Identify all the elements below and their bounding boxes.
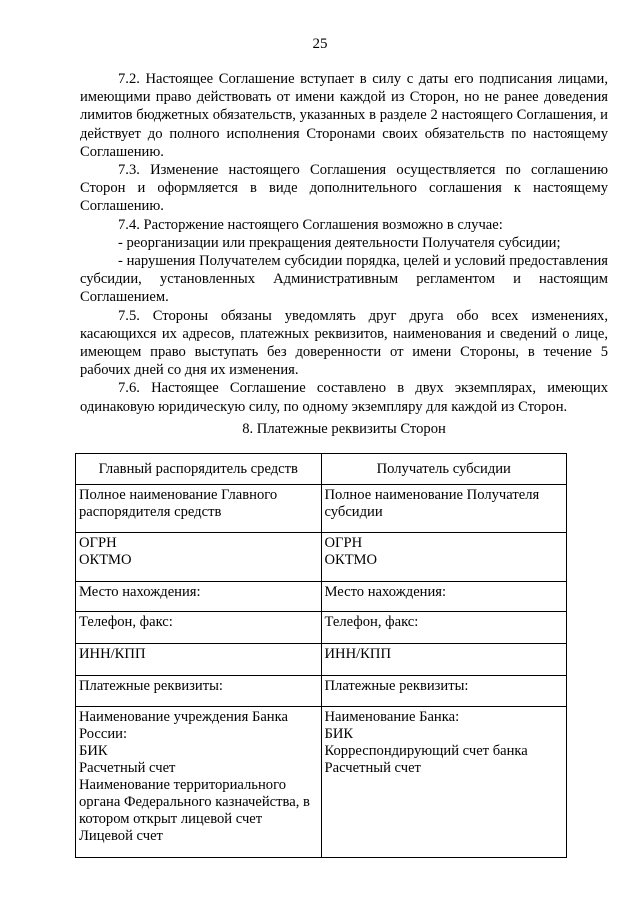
cell-line: Наименование Банка: <box>324 709 460 725</box>
agreement-text <box>80 70 608 416</box>
paragraph-7-4-item-2: - нарушения Получателем субсидии порядка, целей и условий предоставления субсидии, установленных Административным регламентом и настоящим Соглашением. <box>80 253 608 306</box>
cell-line: Телефон, факс: <box>79 614 173 630</box>
cell-line: Расчетный счет <box>79 760 176 776</box>
section-title: 8. Платежные реквизиты Сторон <box>242 421 446 437</box>
cell-line: ИНН/КПП <box>79 646 146 662</box>
table-row <box>76 533 567 582</box>
header-subsidy-recipient: Получатель субсидии <box>321 454 567 485</box>
cell-line: Расчетный счет <box>324 760 421 776</box>
cell-line: ОКТМО <box>324 552 378 568</box>
cell-line: Телефон, факс: <box>324 614 419 630</box>
cell-recipient-phone <box>321 612 567 644</box>
cell-line: Наименование учреждения Банка России: <box>79 709 288 742</box>
cell-line: Корреспондирующий счет банка <box>324 743 528 759</box>
table-row <box>76 582 567 612</box>
table-row <box>76 485 567 533</box>
cell-line: Платежные реквизиты: <box>79 678 223 694</box>
cell-line: Место нахождения: <box>79 584 201 600</box>
cell-line: ОКТМО <box>79 552 132 568</box>
cell-line: ИНН/КПП <box>324 646 391 662</box>
cell-admin-inn-kpp <box>76 644 322 676</box>
table-row <box>76 644 567 676</box>
cell-admin-ogrn-oktmo <box>76 533 322 582</box>
cell-line: Полное наименование Главного распорядителя средств <box>79 487 278 520</box>
paragraph-7-3: 7.3. Изменение настоящего Соглашения осуществляется по соглашению Сторон и оформляется в виде дополнительного соглашения к настоящему Соглашению. <box>80 162 608 215</box>
table-row <box>76 707 567 858</box>
cell-line: Место нахождения: <box>324 584 447 600</box>
cell-line: Платежные реквизиты: <box>324 678 469 694</box>
page-number: 25 <box>312 36 328 52</box>
cell-recipient-ogrn-oktmo <box>321 533 567 582</box>
cell-line: БИК <box>79 743 108 759</box>
paragraph-7-2: 7.2. Настоящее Соглашение вступает в силу с даты его подписания лицами, имеющими право действовать от имени каждой из Сторон, но не ранее доведения лимитов бюджетных обязательств, указанных в разделе 2 настоящего Соглашения, и действует до полного исполнения Сторонами своих обязательств по настоящему Соглашению. <box>80 71 608 160</box>
cell-line: ОГРН <box>324 535 363 551</box>
table-row <box>76 676 567 707</box>
cell-admin-full-name <box>76 485 322 533</box>
cell-admin-location <box>76 582 322 612</box>
cell-admin-bank-details <box>76 707 322 858</box>
cell-line: Полное наименование Получателя субсидии <box>324 487 540 520</box>
table-header-row <box>76 454 567 485</box>
payment-details-table <box>75 453 567 858</box>
header-chief-administrator: Главный распорядитель средств <box>76 454 322 485</box>
cell-recipient-inn-kpp <box>321 644 567 676</box>
cell-recipient-payment-details <box>321 676 567 707</box>
cell-line: БИК <box>324 726 354 742</box>
cell-recipient-full-name <box>321 485 567 533</box>
cell-recipient-location <box>321 582 567 612</box>
paragraph-7-4-item-1: - реорганизации или прекращения деятельности Получателя субсидии; <box>118 234 561 251</box>
paragraph-7-6: 7.6. Настоящее Соглашение составлено в двух экземплярах, имеющих одинаковую юридическую силу, по одному экземпляру для каждой из Сторон. <box>80 380 608 415</box>
table-row <box>76 612 567 644</box>
cell-admin-payment-details <box>76 676 322 707</box>
cell-line: Лицевой счет <box>79 828 163 844</box>
paragraph-7-4: 7.4. Расторжение настоящего Соглашения возможно в случае: <box>118 216 503 233</box>
cell-recipient-bank-details <box>321 707 567 858</box>
cell-admin-phone <box>76 612 322 644</box>
cell-line: ОГРН <box>79 535 117 551</box>
paragraph-7-5: 7.5. Стороны обязаны уведомлять друг друга обо всех изменениях, касающихся их адресов, платежных реквизитов, наименования и сведений о лице, имеющем право выступать без доверенности от имени Стороны, в течение 5 рабочих дней со дня их изменения. <box>80 307 608 379</box>
cell-line: Наименование территориального органа Федерального казначейства, в котором открыт лицевой счет <box>79 777 310 827</box>
